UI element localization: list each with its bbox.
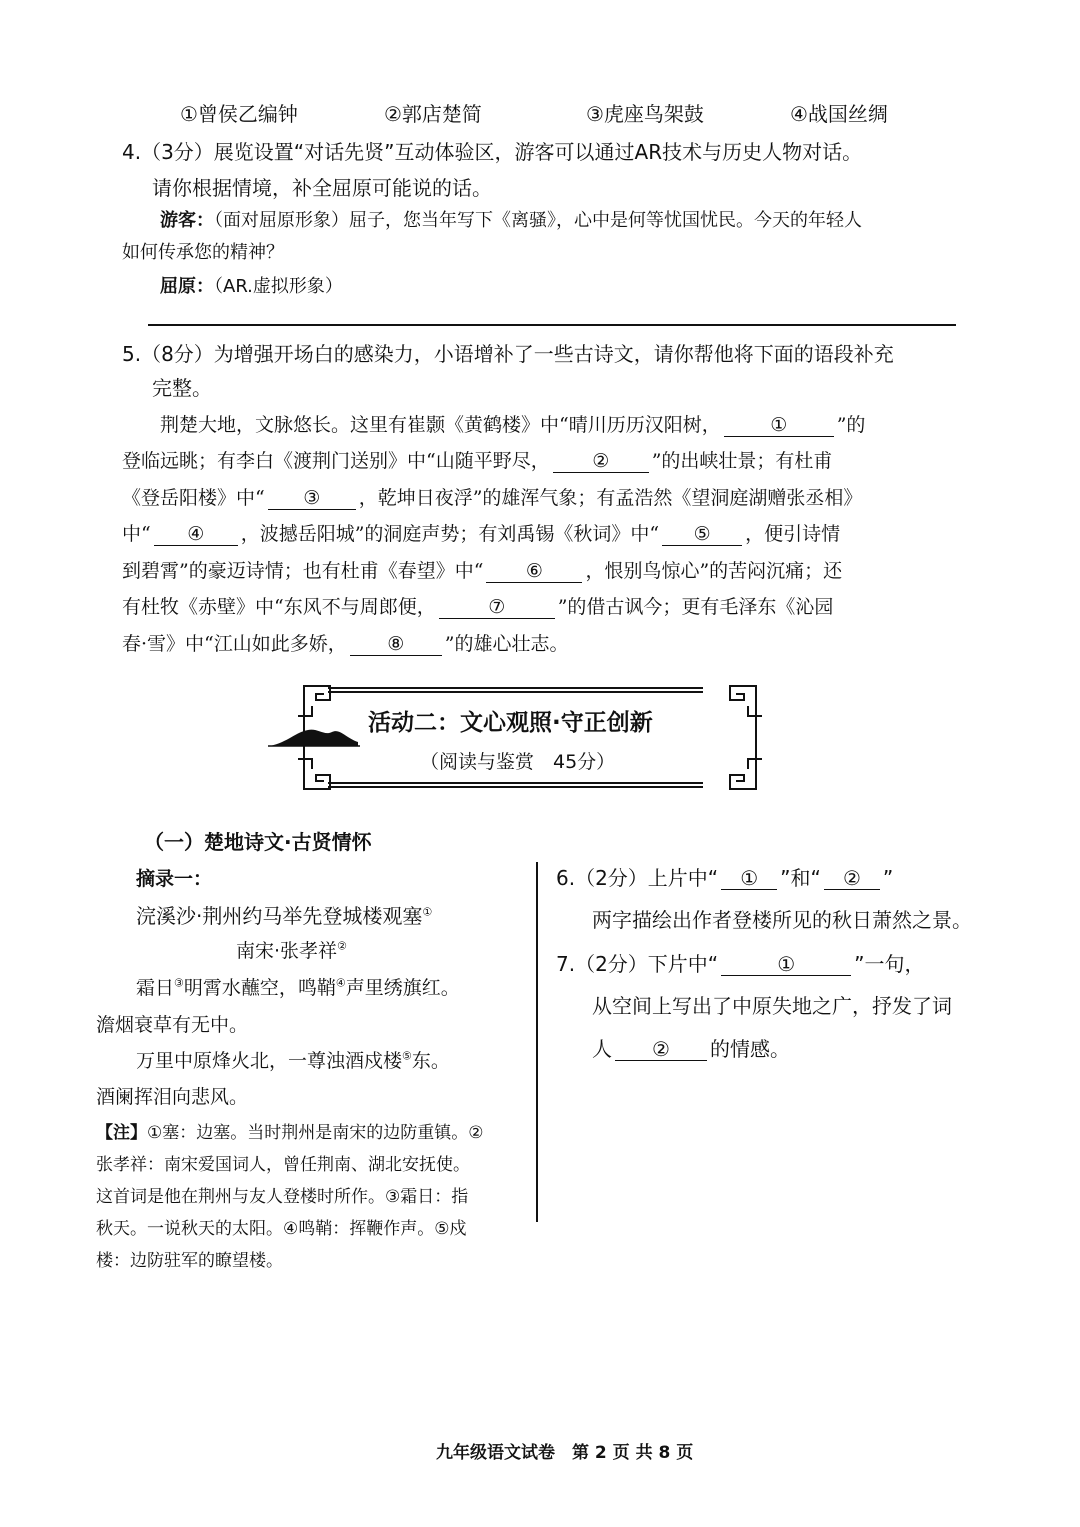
q5-text: 中“ bbox=[122, 523, 151, 545]
q5-text: ，乾坤日夜浮”的雄浑气象；有孟浩然《望洞庭湖赠张丞相》 bbox=[358, 487, 863, 509]
banner-frame bbox=[268, 680, 768, 795]
blank-6[interactable]: ⑥ bbox=[486, 561, 582, 583]
note-line5: 楼：边防驻军的瞭望楼。 bbox=[96, 1251, 283, 1271]
q5-text: 《登岳阳楼》中“ bbox=[122, 487, 265, 509]
q7-line3 bbox=[592, 1033, 790, 1062]
poem-title-text: 浣溪沙·荆州约马举先登城楼观塞 bbox=[136, 904, 423, 928]
q7-line1 bbox=[556, 948, 925, 977]
q6-line2: 两字描绘出作者登楼所见的秋日萧然之景。 bbox=[592, 908, 972, 932]
q5-para-line3 bbox=[122, 483, 862, 510]
note-text: ①塞：边塞。当时荆州是南宋的边防重镇。② bbox=[147, 1123, 484, 1143]
footnote-mark: ② bbox=[337, 939, 347, 953]
q7-text: 人 bbox=[592, 1037, 612, 1061]
q6-text: 6.（2分）上片中“ bbox=[556, 866, 719, 890]
q5-line1: 5.（8分）为增强开场白的感染力，小语增补了一些古诗文，请你帮他将下面的语段补充 bbox=[122, 342, 894, 366]
footnote-mark: ⑤ bbox=[402, 1049, 412, 1063]
q6-blank-2[interactable]: ② bbox=[824, 867, 880, 890]
q5-text: 到碧霄”的豪迈诗情；也有杜甫《春望》中“ bbox=[122, 560, 484, 582]
q5-text: 荆楚大地，文脉悠长。这里有崔颢《黄鹤楼》中“晴川历历汉阳树， bbox=[160, 414, 721, 436]
q6-text: ”和“ bbox=[780, 866, 821, 890]
q7-line2: 从空间上写出了中原失地之广，抒发了词 bbox=[592, 994, 952, 1018]
option-3: ③虎座鸟架鼓 bbox=[586, 102, 704, 126]
q4-quyuan-line bbox=[160, 272, 343, 298]
footnote-mark: ③ bbox=[174, 976, 184, 990]
blank-1[interactable]: ① bbox=[724, 415, 834, 437]
q7-text: 的情感。 bbox=[710, 1037, 790, 1061]
note-label: 【注】 bbox=[96, 1123, 147, 1143]
q6-text: ” bbox=[882, 866, 894, 890]
q5-text: 有杜牧《赤壁》中“东风不与周郎便， bbox=[122, 596, 436, 618]
poem-text: 霜日 bbox=[136, 977, 175, 999]
q7-blank-1[interactable]: ① bbox=[721, 953, 851, 976]
q4-visitor-line2: 如何传承您的精神？ bbox=[122, 242, 284, 263]
option-1: ①曾侯乙编钟 bbox=[180, 102, 298, 126]
poem-line2: 澹烟衰草有无中。 bbox=[96, 1014, 249, 1036]
page-footer: 九年级语文试卷 第 2 页 共 8 页 bbox=[436, 1443, 694, 1463]
q5-text: 春·雪》中“江山如此多娇， bbox=[122, 633, 347, 655]
q5-para-line1 bbox=[160, 410, 865, 437]
poem-text: 万里中原烽火北，一尊浊酒戍楼 bbox=[136, 1050, 403, 1072]
excerpt-label: 摘录一： bbox=[136, 868, 213, 890]
q6-line1 bbox=[556, 862, 893, 891]
poem-text: 明霄水蘸空，鸣鞘 bbox=[183, 977, 336, 999]
banner-title: 活动二：文心观照·守正创新 bbox=[368, 710, 653, 736]
q5-para-line2 bbox=[122, 446, 832, 473]
poem-line1 bbox=[136, 973, 460, 1000]
blank-5[interactable]: ⑤ bbox=[662, 524, 742, 546]
q5-text: ”的雄心壮志。 bbox=[444, 633, 569, 655]
q5-para-line6 bbox=[122, 592, 833, 619]
note-line1 bbox=[96, 1118, 483, 1143]
column-divider bbox=[536, 862, 538, 1222]
q5-para-line5 bbox=[122, 556, 842, 583]
poem-title bbox=[136, 900, 432, 929]
q7-blank-2[interactable]: ② bbox=[615, 1038, 707, 1061]
q5-text: ”的借古讽今；更有毛泽东《沁园 bbox=[557, 596, 834, 618]
q5-text: ”的出峡壮景；有杜甫 bbox=[651, 450, 833, 472]
q5-text: ”的 bbox=[836, 414, 866, 436]
visitor-label: 游客： bbox=[160, 210, 214, 231]
q4-line2: 请你根据情境，补全屈原可能说的话。 bbox=[152, 176, 492, 200]
section-heading: （一）楚地诗文·古贤情怀 bbox=[144, 830, 372, 854]
note-line2: 张孝祥：南宋爱国词人，曾任荆南、湖北安抚使。 bbox=[96, 1155, 470, 1175]
q5-para-line4 bbox=[122, 519, 840, 546]
option-2: ②郭店楚简 bbox=[384, 102, 482, 126]
mountain-icon bbox=[270, 730, 358, 746]
poem-line4: 酒阑挥泪向悲风。 bbox=[96, 1086, 249, 1108]
blank-4[interactable]: ④ bbox=[154, 524, 238, 546]
q5-text: ，便引诗情 bbox=[745, 523, 841, 545]
note-line4: 秋天。一说秋天的太阳。④鸣鞘：挥鞭作声。⑤戍 bbox=[96, 1219, 467, 1239]
blank-8[interactable]: ⑧ bbox=[350, 634, 442, 656]
blank-7[interactable]: ⑦ bbox=[439, 597, 555, 619]
blank-2[interactable]: ② bbox=[553, 451, 649, 473]
q4-answer-line[interactable] bbox=[148, 324, 956, 326]
q5-line2: 完整。 bbox=[152, 376, 212, 400]
quyuan-text: （AR.虚拟形象） bbox=[214, 276, 343, 297]
q7-text: 7.（2分）下片中“ bbox=[556, 952, 719, 976]
poem-author bbox=[236, 936, 347, 963]
banner-subtitle: （阅读与鉴赏 45分） bbox=[420, 751, 616, 773]
q7-text: ”一句， bbox=[854, 952, 925, 976]
poem-text: 声里绣旗红。 bbox=[345, 977, 460, 999]
poem-line3 bbox=[136, 1046, 450, 1073]
q5-text: ，恨别鸟惊心”的苦闷沉痛；还 bbox=[585, 560, 843, 582]
visitor-text: （面对屈原形象）屈子，您当年写下《离骚》，心中是何等忧国忧民。今天的年轻人 bbox=[214, 210, 862, 231]
q6-blank-1[interactable]: ① bbox=[721, 867, 777, 890]
q4-visitor-line bbox=[160, 206, 862, 232]
q5-para-line7 bbox=[122, 629, 568, 656]
q5-text: ，波撼岳阳城”的洞庭声势；有刘禹锡《秋词》中“ bbox=[240, 523, 660, 545]
note-line3: 这首词是他在荆州与友人登楼时所作。③霜日：指 bbox=[96, 1187, 469, 1207]
q4-line1: 4.（3分）展览设置“对话先贤”互动体验区，游客可以通过AR技术与历史人物对话。 bbox=[122, 140, 863, 164]
q5-text: 登临远眺；有李白《渡荆门送别》中“山随平野尽， bbox=[122, 450, 550, 472]
author-text: 南宋·张孝祥 bbox=[236, 940, 338, 962]
poem-text: 东。 bbox=[411, 1050, 450, 1072]
quyuan-label: 屈原： bbox=[160, 276, 214, 297]
footnote-mark: ① bbox=[422, 905, 433, 919]
blank-3[interactable]: ③ bbox=[268, 488, 356, 510]
option-4: ④战国丝绸 bbox=[790, 102, 888, 126]
footnote-mark: ④ bbox=[335, 976, 346, 990]
